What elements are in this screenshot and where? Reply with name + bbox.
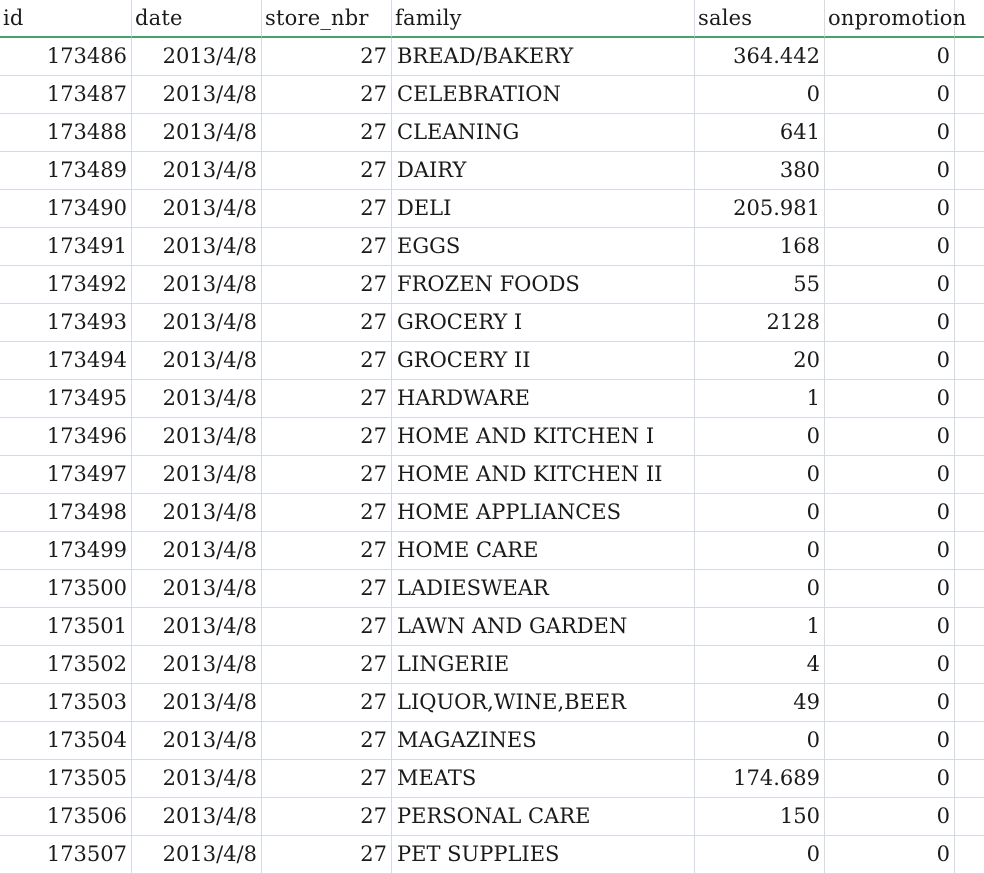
- cell-sales[interactable]: 364.442: [695, 38, 825, 76]
- cell-date[interactable]: 2013/4/8: [132, 152, 262, 190]
- cell-onpromotion[interactable]: 0: [825, 760, 955, 798]
- cell-onpromotion[interactable]: 0: [825, 380, 955, 418]
- cell-id[interactable]: 173501: [0, 608, 132, 646]
- cell-empty[interactable]: [955, 304, 984, 342]
- cell-onpromotion[interactable]: 0: [825, 114, 955, 152]
- cell-family[interactable]: BREAD/BAKERY: [392, 38, 695, 76]
- cell-id[interactable]: 173487: [0, 76, 132, 114]
- cell-date[interactable]: 2013/4/8: [132, 608, 262, 646]
- cell-empty[interactable]: [955, 228, 984, 266]
- cell-onpromotion[interactable]: 0: [825, 304, 955, 342]
- cell-family[interactable]: LIQUOR,WINE,BEER: [392, 684, 695, 722]
- cell-family[interactable]: LINGERIE: [392, 646, 695, 684]
- cell-empty[interactable]: [955, 494, 984, 532]
- cell-sales[interactable]: 0: [695, 570, 825, 608]
- cell-family[interactable]: HOME CARE: [392, 532, 695, 570]
- cell-sales[interactable]: 49: [695, 684, 825, 722]
- cell-family[interactable]: FROZEN FOODS: [392, 266, 695, 304]
- cell-date[interactable]: 2013/4/8: [132, 76, 262, 114]
- cell-family[interactable]: CELEBRATION: [392, 76, 695, 114]
- cell-store-nbr[interactable]: 27: [262, 836, 392, 874]
- cell-onpromotion[interactable]: 0: [825, 152, 955, 190]
- cell-sales[interactable]: 174.689: [695, 760, 825, 798]
- cell-onpromotion[interactable]: 0: [825, 418, 955, 456]
- cell-date[interactable]: 2013/4/8: [132, 418, 262, 456]
- cell-date[interactable]: 2013/4/8: [132, 266, 262, 304]
- cell-id[interactable]: 173489: [0, 152, 132, 190]
- cell-date[interactable]: 2013/4/8: [132, 570, 262, 608]
- cell-store-nbr[interactable]: 27: [262, 190, 392, 228]
- cell-id[interactable]: 173491: [0, 228, 132, 266]
- cell-onpromotion[interactable]: 0: [825, 456, 955, 494]
- cell-id[interactable]: 173500: [0, 570, 132, 608]
- cell-onpromotion[interactable]: 0: [825, 494, 955, 532]
- cell-date[interactable]: 2013/4/8: [132, 494, 262, 532]
- cell-empty[interactable]: [955, 342, 984, 380]
- cell-onpromotion[interactable]: 0: [825, 38, 955, 76]
- cell-sales[interactable]: 380: [695, 152, 825, 190]
- cell-id[interactable]: 173504: [0, 722, 132, 760]
- cell-family[interactable]: LAWN AND GARDEN: [392, 608, 695, 646]
- cell-sales[interactable]: 4: [695, 646, 825, 684]
- cell-id[interactable]: 173490: [0, 190, 132, 228]
- cell-family[interactable]: PET SUPPLIES: [392, 836, 695, 874]
- cell-family[interactable]: DELI: [392, 190, 695, 228]
- cell-date[interactable]: 2013/4/8: [132, 38, 262, 76]
- cell-family[interactable]: PERSONAL CARE: [392, 798, 695, 836]
- cell-family[interactable]: LADIESWEAR: [392, 570, 695, 608]
- cell-onpromotion[interactable]: 0: [825, 76, 955, 114]
- cell-family[interactable]: EGGS: [392, 228, 695, 266]
- cell-family[interactable]: HOME AND KITCHEN I: [392, 418, 695, 456]
- cell-empty[interactable]: [955, 266, 984, 304]
- cell-date[interactable]: 2013/4/8: [132, 114, 262, 152]
- cell-onpromotion[interactable]: 0: [825, 266, 955, 304]
- cell-empty[interactable]: [955, 722, 984, 760]
- cell-sales[interactable]: 0: [695, 76, 825, 114]
- cell-date[interactable]: 2013/4/8: [132, 760, 262, 798]
- cell-empty[interactable]: [955, 608, 984, 646]
- header-cell-family[interactable]: family: [392, 0, 695, 38]
- cell-date[interactable]: 2013/4/8: [132, 342, 262, 380]
- cell-onpromotion[interactable]: 0: [825, 228, 955, 266]
- cell-id[interactable]: 173505: [0, 760, 132, 798]
- cell-sales[interactable]: 0: [695, 418, 825, 456]
- cell-sales[interactable]: 0: [695, 836, 825, 874]
- cell-id[interactable]: 173506: [0, 798, 132, 836]
- cell-store-nbr[interactable]: 27: [262, 456, 392, 494]
- cell-empty[interactable]: [955, 532, 984, 570]
- cell-store-nbr[interactable]: 27: [262, 684, 392, 722]
- cell-empty[interactable]: [955, 646, 984, 684]
- cell-empty[interactable]: [955, 836, 984, 874]
- cell-family[interactable]: HOME AND KITCHEN II: [392, 456, 695, 494]
- cell-empty[interactable]: [955, 76, 984, 114]
- cell-date[interactable]: 2013/4/8: [132, 798, 262, 836]
- cell-family[interactable]: HARDWARE: [392, 380, 695, 418]
- cell-onpromotion[interactable]: 0: [825, 836, 955, 874]
- cell-store-nbr[interactable]: 27: [262, 114, 392, 152]
- cell-empty[interactable]: [955, 38, 984, 76]
- cell-id[interactable]: 173495: [0, 380, 132, 418]
- cell-empty[interactable]: [955, 380, 984, 418]
- cell-id[interactable]: 173486: [0, 38, 132, 76]
- cell-onpromotion[interactable]: 0: [825, 532, 955, 570]
- cell-empty[interactable]: [955, 418, 984, 456]
- cell-store-nbr[interactable]: 27: [262, 532, 392, 570]
- cell-family[interactable]: GROCERY II: [392, 342, 695, 380]
- cell-id[interactable]: 173498: [0, 494, 132, 532]
- cell-empty[interactable]: [955, 684, 984, 722]
- cell-date[interactable]: 2013/4/8: [132, 380, 262, 418]
- cell-store-nbr[interactable]: 27: [262, 760, 392, 798]
- cell-id[interactable]: 173488: [0, 114, 132, 152]
- cell-date[interactable]: 2013/4/8: [132, 684, 262, 722]
- cell-sales[interactable]: 0: [695, 494, 825, 532]
- cell-id[interactable]: 173502: [0, 646, 132, 684]
- cell-empty[interactable]: [955, 456, 984, 494]
- header-cell-empty[interactable]: [955, 0, 984, 38]
- cell-store-nbr[interactable]: 27: [262, 266, 392, 304]
- cell-store-nbr[interactable]: 27: [262, 304, 392, 342]
- cell-sales[interactable]: 0: [695, 722, 825, 760]
- cell-store-nbr[interactable]: 27: [262, 228, 392, 266]
- header-cell-store-nbr[interactable]: store_nbr: [262, 0, 392, 38]
- cell-empty[interactable]: [955, 798, 984, 836]
- cell-family[interactable]: MAGAZINES: [392, 722, 695, 760]
- cell-sales[interactable]: 205.981: [695, 190, 825, 228]
- cell-onpromotion[interactable]: 0: [825, 646, 955, 684]
- cell-onpromotion[interactable]: 0: [825, 798, 955, 836]
- cell-date[interactable]: 2013/4/8: [132, 190, 262, 228]
- cell-onpromotion[interactable]: 0: [825, 342, 955, 380]
- header-cell-date[interactable]: date: [132, 0, 262, 38]
- cell-id[interactable]: 173493: [0, 304, 132, 342]
- cell-store-nbr[interactable]: 27: [262, 494, 392, 532]
- cell-sales[interactable]: 2128: [695, 304, 825, 342]
- cell-sales[interactable]: 0: [695, 456, 825, 494]
- cell-id[interactable]: 173503: [0, 684, 132, 722]
- cell-family[interactable]: HOME APPLIANCES: [392, 494, 695, 532]
- header-cell-onpromotion[interactable]: onpromotion: [825, 0, 955, 38]
- cell-store-nbr[interactable]: 27: [262, 646, 392, 684]
- cell-store-nbr[interactable]: 27: [262, 38, 392, 76]
- cell-empty[interactable]: [955, 570, 984, 608]
- cell-date[interactable]: 2013/4/8: [132, 304, 262, 342]
- cell-date[interactable]: 2013/4/8: [132, 456, 262, 494]
- cell-date[interactable]: 2013/4/8: [132, 228, 262, 266]
- cell-date[interactable]: 2013/4/8: [132, 722, 262, 760]
- cell-empty[interactable]: [955, 152, 984, 190]
- cell-store-nbr[interactable]: 27: [262, 722, 392, 760]
- cell-empty[interactable]: [955, 114, 984, 152]
- cell-store-nbr[interactable]: 27: [262, 380, 392, 418]
- cell-store-nbr[interactable]: 27: [262, 570, 392, 608]
- cell-date[interactable]: 2013/4/8: [132, 836, 262, 874]
- cell-sales[interactable]: 20: [695, 342, 825, 380]
- cell-store-nbr[interactable]: 27: [262, 342, 392, 380]
- cell-date[interactable]: 2013/4/8: [132, 532, 262, 570]
- cell-store-nbr[interactable]: 27: [262, 798, 392, 836]
- cell-onpromotion[interactable]: 0: [825, 722, 955, 760]
- cell-id[interactable]: 173496: [0, 418, 132, 456]
- cell-family[interactable]: GROCERY I: [392, 304, 695, 342]
- cell-onpromotion[interactable]: 0: [825, 190, 955, 228]
- cell-sales[interactable]: 150: [695, 798, 825, 836]
- cell-family[interactable]: MEATS: [392, 760, 695, 798]
- cell-sales[interactable]: 168: [695, 228, 825, 266]
- cell-id[interactable]: 173497: [0, 456, 132, 494]
- cell-family[interactable]: DAIRY: [392, 152, 695, 190]
- cell-id[interactable]: 173492: [0, 266, 132, 304]
- cell-family[interactable]: CLEANING: [392, 114, 695, 152]
- cell-sales[interactable]: 55: [695, 266, 825, 304]
- cell-empty[interactable]: [955, 760, 984, 798]
- cell-id[interactable]: 173499: [0, 532, 132, 570]
- cell-empty[interactable]: [955, 190, 984, 228]
- cell-onpromotion[interactable]: 0: [825, 570, 955, 608]
- header-cell-sales[interactable]: sales: [695, 0, 825, 38]
- cell-store-nbr[interactable]: 27: [262, 152, 392, 190]
- cell-onpromotion[interactable]: 0: [825, 608, 955, 646]
- cell-store-nbr[interactable]: 27: [262, 76, 392, 114]
- cell-sales[interactable]: 0: [695, 532, 825, 570]
- cell-id[interactable]: 173494: [0, 342, 132, 380]
- header-cell-id[interactable]: id: [0, 0, 132, 38]
- cell-id[interactable]: 173507: [0, 836, 132, 874]
- cell-date[interactable]: 2013/4/8: [132, 646, 262, 684]
- cell-onpromotion[interactable]: 0: [825, 684, 955, 722]
- cell-sales[interactable]: 1: [695, 380, 825, 418]
- cell-store-nbr[interactable]: 27: [262, 608, 392, 646]
- cell-store-nbr[interactable]: 27: [262, 418, 392, 456]
- cell-sales[interactable]: 641: [695, 114, 825, 152]
- cell-sales[interactable]: 1: [695, 608, 825, 646]
